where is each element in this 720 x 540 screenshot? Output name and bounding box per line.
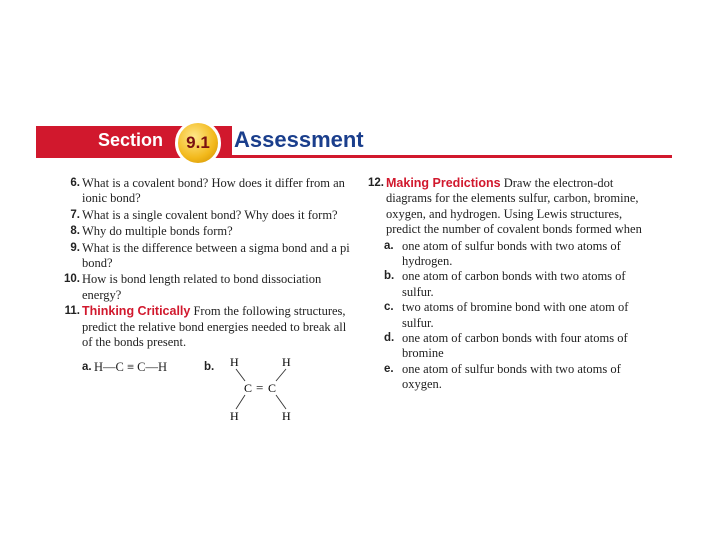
- sub-item-text: one atom of sulfur bonds with two atoms of oxygen.: [402, 361, 621, 392]
- question-text: Why do multiple bonds form?: [82, 224, 233, 239]
- section-header: [36, 126, 672, 158]
- question-text: From the following structures, predict the relative bond energies needed to break all of the bonds present.: [82, 304, 347, 350]
- option-a-label: a.: [82, 361, 92, 374]
- question-10: [60, 272, 352, 303]
- sub-item-text: two atoms of bromine bond with one atom of sulfur.: [402, 300, 629, 330]
- question-text: What is a single covalent bond? Why does it form?: [82, 207, 338, 222]
- single-bond: [236, 369, 245, 381]
- question-number: 8.: [70, 225, 80, 238]
- question-text: How is bond length related to bond dissociation energy?: [82, 272, 322, 302]
- ethylene-structure: [228, 354, 308, 424]
- question-9: [60, 241, 352, 272]
- question-text: Draw the electron-dot diagrams for the elements sulfur, carbon, bromine, oxygen, and hydrogen. Using Lewis structures, predict the number of covalent bonds formed when: [386, 176, 642, 237]
- carbon-atom: C: [244, 381, 253, 396]
- header-underline: [232, 155, 672, 158]
- double-bond: =: [256, 380, 264, 396]
- question-number: 12.: [368, 177, 384, 189]
- section-number: 9.1: [186, 133, 210, 152]
- hydrogen-atom: H: [282, 355, 291, 370]
- single-bond: [276, 369, 286, 381]
- question-number: 7.: [70, 208, 80, 221]
- sub-item-b: [364, 269, 654, 300]
- question-11: [60, 304, 352, 350]
- sub-item-text: one atom of carbon bonds with two atoms of sulfur.: [402, 269, 626, 299]
- question-text: What is a covalent bond? How does it differ from an ionic bond?: [82, 176, 345, 206]
- question-lead: Thinking Critically: [82, 304, 191, 319]
- hydrogen-atom: H: [282, 409, 291, 424]
- sub-item-label: b.: [384, 270, 395, 283]
- question-7: [60, 208, 352, 223]
- sub-item-e: [364, 362, 654, 393]
- section-label: Section: [98, 130, 164, 150]
- sub-item-text: one atom of carbon bonds with four atoms of bromine: [402, 331, 628, 361]
- sub-item-c: [364, 300, 654, 331]
- sub-item-label: c.: [384, 301, 394, 314]
- sub-item-d: [364, 331, 654, 362]
- sub-item-label: e.: [384, 362, 394, 375]
- acetylene-formula: H—C ≡ C—H: [94, 360, 168, 375]
- hydrogen-atom: H: [230, 409, 239, 424]
- question-text: What is the difference between a sigma bond and a pi bond?: [82, 240, 350, 271]
- question-6: [60, 176, 352, 207]
- structure-options: [60, 354, 352, 424]
- question-number: 6.: [70, 177, 80, 189]
- right-column: [364, 176, 654, 393]
- sub-item-a: [364, 239, 654, 270]
- question-number: 9.: [70, 241, 80, 254]
- sub-item-text: one atom of sulfur bonds with two atoms of hydrogen.: [402, 238, 621, 269]
- option-b-label: b.: [204, 361, 215, 374]
- sub-item-label: d.: [384, 332, 395, 345]
- question-12: [364, 176, 654, 238]
- left-column: [60, 176, 352, 424]
- question-8: [60, 224, 352, 239]
- section-number-badge: [175, 120, 221, 166]
- question-lead: Making Predictions: [386, 176, 501, 190]
- single-bond: [276, 395, 286, 409]
- question-number: 11.: [64, 305, 80, 318]
- page-title: Assessment: [234, 127, 364, 152]
- single-bond: [236, 395, 245, 409]
- sub-item-label: a.: [384, 239, 394, 252]
- hydrogen-atom: H: [230, 355, 239, 370]
- carbon-atom: C: [268, 381, 277, 396]
- question-number: 10.: [64, 273, 80, 286]
